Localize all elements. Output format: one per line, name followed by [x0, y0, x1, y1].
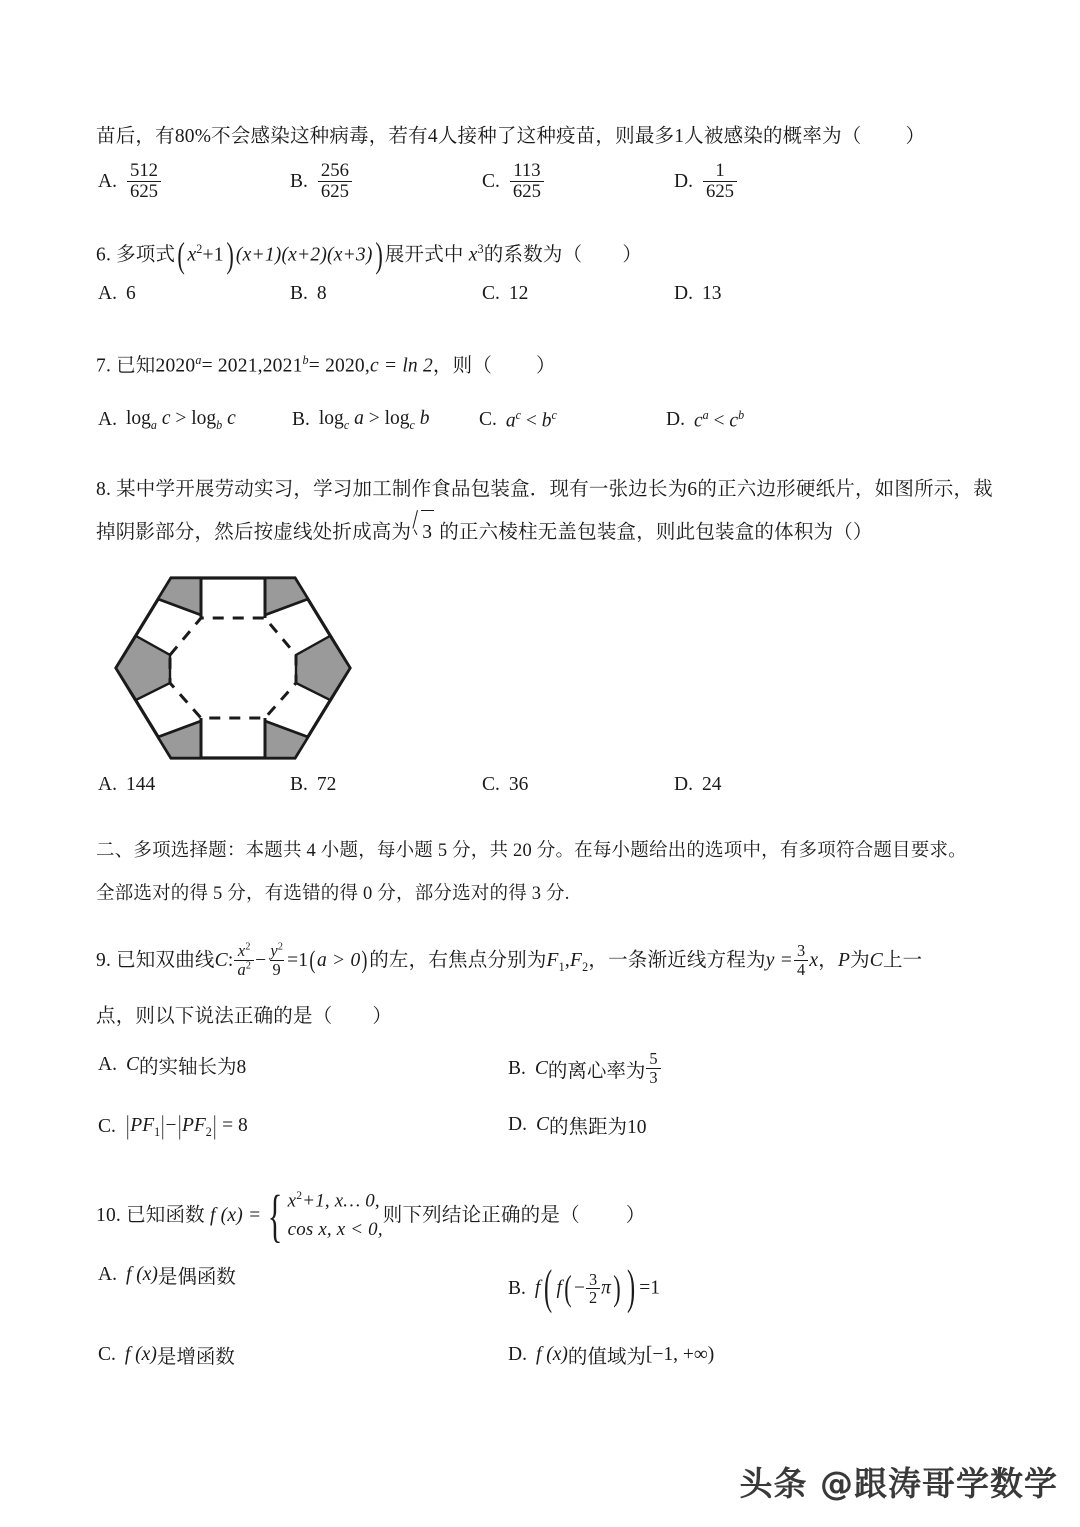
q9-close-paren: ）: [372, 1006, 393, 1028]
q9-curve-2: C: [869, 949, 883, 971]
option-c-denominator: 625: [510, 181, 544, 202]
q8-line2a: 掉阴影部分，然后按虚线处折成高为: [96, 521, 412, 543]
option-a-label: A.: [98, 171, 117, 193]
q8-option-a[interactable]: [98, 774, 155, 796]
q10-option-a-label: A.: [98, 1264, 117, 1286]
q10-option-a-fx: f (x): [125, 1264, 158, 1286]
q6-close-paren: ）: [622, 244, 643, 266]
q8-number: 8.: [96, 478, 112, 500]
q9-frac2-numerator: $y^2$: [270, 941, 284, 961]
option-a-fraction: [127, 161, 161, 201]
q10-stem-a: 已知函数: [126, 1205, 205, 1227]
q9-number: 9.: [96, 949, 112, 971]
question-9-stem-line1: 9. 已知双曲线C: $\frac{x^2}{a^2}$ − $\frac{y^2}{9}$ =1(a > 0)的左，右焦点分别为$F_1,F_2$，一条渐近线方程为y = $\frac{3}{4}$ x，P为C上一: [96, 941, 923, 979]
q5-text-suffix: 人被感染的概率为（: [684, 126, 862, 147]
q9-asymptote-y: y =: [765, 949, 793, 971]
q10-option-b[interactable]: [508, 1261, 660, 1317]
q6-option-a[interactable]: [98, 283, 136, 305]
q10-option-d-text: 的值域为: [567, 1347, 646, 1369]
q9-colon: :: [227, 949, 234, 971]
q9-focus-2: F: [570, 949, 583, 971]
q5-close-paren: ）: [905, 126, 926, 147]
q9-option-a[interactable]: [98, 1051, 246, 1079]
q9-focus-1: F: [546, 949, 559, 971]
option-b-numerator: 256: [320, 160, 349, 181]
q8-option-b-value: 72: [316, 773, 337, 795]
section-2-header-line1: 二、多项选择题：本题共 4 小题，每小题 5 分，共 20 分。在每小题给出的选项中，有多项符合题目要求。: [96, 840, 967, 861]
q9-stem-a: 已知双曲线: [116, 949, 215, 971]
q9-option-b-label: B.: [508, 1058, 526, 1080]
q9-condition: a > 0: [317, 949, 361, 971]
q6-stem-mid: 展开式中: [384, 244, 464, 266]
q9-stem-b: 的左，右焦点分别为: [369, 949, 547, 971]
q10-option-c-fx: f (x): [124, 1344, 157, 1366]
q10-option-d-range: [−1, +∞): [645, 1344, 715, 1366]
q6-stem-prefix: 多项式: [116, 244, 176, 266]
q7-option-d-expr: $c^a < c^b$: [693, 407, 745, 432]
q9-option-b-text: 的离心率为: [547, 1061, 646, 1083]
q8-line1b: 的正六边形硬纸片，如图所示，裁: [697, 478, 993, 500]
q7-option-d-label: D.: [666, 408, 685, 430]
q9-option-d-label: D.: [508, 1114, 527, 1136]
option-b[interactable]: [290, 162, 353, 202]
question-6-stem: [96, 230, 986, 275]
q5-text-prefix: 苗后，有: [96, 126, 175, 147]
q7-eq2-exponent: b: [302, 353, 309, 368]
question-8-figure: [108, 566, 986, 778]
q8-option-c[interactable]: [482, 774, 528, 796]
q9-option-d-curve: C: [535, 1114, 549, 1136]
question-10-stem: [96, 1185, 986, 1247]
q9-option-b[interactable]: [508, 1051, 662, 1086]
q10-option-b-expr: f( f( − $\frac{3}{2}$ π) ) =1: [534, 1260, 660, 1315]
q9-fraction-2: [267, 942, 286, 977]
q7-option-b[interactable]: [292, 408, 429, 433]
question-8-stem-line1: [96, 468, 993, 511]
option-c-numerator: 113: [513, 160, 541, 181]
q6-option-a-label: A.: [98, 283, 117, 305]
q9-stem-f: 上一: [882, 949, 923, 971]
q9-option-c[interactable]: [98, 1111, 248, 1142]
page-content: [96, 118, 993, 1401]
q9-line2: 点，则以下说法正确的是（: [96, 1006, 333, 1028]
q10-number: 10.: [96, 1205, 121, 1227]
q9-option-a-text: 的实轴长为8: [138, 1057, 247, 1079]
q7-eq2-base: 2021: [262, 355, 303, 377]
q5-percent: 80%: [174, 126, 212, 147]
q6-option-a-value: 6: [125, 283, 136, 305]
option-d-denominator: 625: [703, 181, 737, 202]
q9-stem-c: ，一条渐近线方程为: [588, 949, 766, 971]
q10-option-a-text: 是偶函数: [157, 1267, 236, 1289]
q9-curve-name: C: [214, 949, 228, 971]
q7-number: 7.: [96, 355, 112, 377]
q10-option-a[interactable]: [98, 1261, 236, 1289]
q7-option-a-expr: $\log_a c > \log_b c$: [125, 407, 236, 432]
q7-eq2-value: = 2020,: [308, 355, 370, 377]
option-d[interactable]: [674, 162, 738, 202]
q7-option-c-expr: $a^c < b^c$: [505, 407, 557, 432]
q8-height-radicand: 3: [422, 521, 433, 543]
q9-option-b-fraction: $\frac{5}{3}$: [646, 1050, 660, 1085]
q8-option-c-label: C.: [482, 773, 500, 795]
q6-option-d[interactable]: [674, 283, 721, 305]
q7-option-a-label: A.: [98, 408, 117, 430]
option-d-fraction: [703, 161, 737, 201]
q9-option-a-label: A.: [98, 1054, 117, 1076]
q6-expr-exponent: 2: [196, 242, 203, 256]
question-9-stem-line2: [96, 993, 986, 1041]
q9-option-d[interactable]: [508, 1111, 647, 1139]
q6-option-c-value: 12: [508, 283, 529, 305]
q5-text-mid2: 人接种了这种疫苗，则最多: [437, 126, 675, 147]
q9-equals-one: =1: [287, 949, 309, 971]
question-7-stem: [96, 341, 986, 386]
q6-expr-open-paren: (: [177, 235, 186, 276]
question-7-options: [96, 408, 986, 464]
q8-option-d-value: 24: [701, 773, 722, 795]
q9-stem-e: 为: [850, 949, 870, 971]
option-c[interactable]: [482, 162, 545, 202]
q7-option-c-label: C.: [479, 408, 497, 430]
q5-infected-count: 1: [674, 126, 685, 147]
q6-variable-exponent: 3: [477, 242, 484, 256]
q9-asymptote-x: x: [809, 949, 819, 971]
q8-option-d-label: D.: [674, 773, 693, 795]
q9-frac1-numerator: $x^2$: [237, 941, 251, 961]
q10-piecewise-cases: { $x^2+1$, x… 0, cos x, x < 0,: [268, 1183, 383, 1249]
q10-stem-b: 则下列结论正确的是（: [382, 1205, 580, 1227]
q9-stem-d: ，: [818, 949, 838, 971]
option-d-label: D.: [674, 171, 693, 193]
q6-expr-close-paren: ): [226, 235, 234, 276]
q9-option-a-curve: C: [125, 1054, 139, 1076]
q7-eq3: c = ln 2: [369, 355, 433, 377]
q10-option-d-fx: f (x): [535, 1344, 568, 1366]
q9-asymptote-slope: $\frac{3}{4}$: [794, 942, 808, 977]
q6-stem-suffix: 的系数为（: [483, 244, 583, 266]
q10-function-def: f (x) =: [209, 1205, 262, 1227]
q9-minus: −: [255, 949, 267, 971]
q7-option-d[interactable]: [666, 408, 744, 433]
q7-eq1-exponent: a: [195, 353, 202, 368]
q7-option-b-label: B.: [292, 408, 310, 430]
question-10-options-row2: [96, 1341, 986, 1401]
q5-text-mid: 不会感染这种病毒，若有: [211, 126, 428, 147]
q10-option-d-label: D.: [508, 1344, 527, 1366]
q6-option-c-label: C.: [482, 283, 500, 305]
q10-option-d[interactable]: [508, 1341, 714, 1369]
q8-side-length: 6: [687, 478, 698, 500]
q6-number: 6.: [96, 244, 112, 266]
q9-frac2-denominator: 9: [270, 960, 284, 978]
q7-stem-suffix: ，则（: [432, 355, 493, 377]
q6-option-d-value: 13: [701, 283, 722, 305]
q10-case-1: $x^2+1$, x… 0,: [287, 1189, 380, 1212]
q8-option-b[interactable]: [290, 774, 336, 796]
q9-point-p: P: [837, 949, 851, 971]
q8-option-d[interactable]: [674, 774, 721, 796]
q8-option-a-value: 144: [125, 773, 156, 795]
q9-option-b-curve: C: [534, 1058, 548, 1080]
q8-option-c-value: 36: [508, 773, 529, 795]
q10-option-c-label: C.: [98, 1344, 116, 1366]
q10-option-b-fraction: $\frac{3}{2}$: [586, 1271, 600, 1306]
q8-line2b: 的正六棱柱无盖包装盒，则此包装盒的体积为（）: [439, 521, 873, 543]
option-b-denominator: 625: [318, 181, 352, 202]
q8-height-radical: [411, 511, 434, 554]
q6-expr-base: x: [187, 244, 197, 266]
question-9-options-row1: [96, 1051, 986, 1111]
question-8-options: [96, 774, 986, 830]
q9-option-c-label: C.: [98, 1115, 116, 1137]
option-c-fraction: [510, 161, 544, 201]
q8-option-a-label: A.: [98, 773, 117, 795]
q5-people-count: 4: [427, 126, 438, 147]
question-5-tail: [96, 118, 986, 156]
q8-line1: 某中学开展劳动实习，学习加工制作食品包装盒．现有一张边长为: [116, 478, 688, 500]
q10-option-b-label: B.: [508, 1278, 526, 1300]
q10-case-2: cos x, x < 0,: [287, 1219, 383, 1241]
q6-option-b-label: B.: [290, 283, 308, 305]
option-b-fraction: [318, 161, 352, 201]
q7-option-c[interactable]: [479, 408, 557, 433]
question-8-stem-line2: [96, 511, 986, 554]
q6-expr-factors: (x+1)(x+2)(x+3): [235, 244, 373, 266]
q7-eq1-value: = 2021,: [201, 355, 263, 377]
q9-fraction-1: [234, 942, 254, 977]
q6-variable: x: [468, 244, 478, 266]
q9-option-c-expr: $|PF_1|-|PF_2| = 8$: [125, 1110, 248, 1141]
q6-option-b-value: 8: [316, 283, 327, 305]
question-10-options-row1: [96, 1261, 986, 1331]
q7-option-a[interactable]: [98, 408, 236, 433]
question-5-options: [96, 162, 986, 228]
question-9-options-row2: [96, 1111, 986, 1171]
q7-eq1-base: 2020: [155, 355, 196, 377]
option-d-numerator: 1: [715, 160, 725, 181]
q10-option-c-text: 是增函数: [156, 1347, 235, 1369]
q7-close-paren: ）: [536, 355, 556, 377]
q7-option-b-expr: $\log_c a > \log_c b$: [318, 407, 430, 432]
q6-expr-outer-close: ): [374, 235, 383, 276]
q6-option-d-label: D.: [674, 283, 693, 305]
q7-stem-prefix: 已知: [116, 355, 156, 377]
q6-option-b[interactable]: [290, 283, 327, 305]
q10-option-c[interactable]: [98, 1341, 235, 1369]
q8-option-b-label: B.: [290, 773, 308, 795]
section-2-header-line2: 全部选对的得 5 分，有选错的得 0 分，部分选对的得 3 分.: [96, 883, 570, 904]
question-6-options: [96, 283, 986, 339]
q6-option-c[interactable]: [482, 283, 528, 305]
q9-frac1-denominator: $a^2$: [234, 960, 254, 978]
q6-expr-plus-one: +1: [202, 244, 224, 266]
option-a[interactable]: [98, 162, 162, 202]
option-c-label: C.: [482, 171, 500, 193]
hexagon-unfolding-diagram: [108, 566, 358, 771]
option-b-label: B.: [290, 171, 308, 193]
q10-close-paren: ）: [625, 1205, 646, 1227]
option-a-denominator: 625: [127, 181, 161, 202]
watermark: 头条 @跟涛哥学数学: [739, 1464, 1058, 1503]
q9-option-d-text: 的焦距为10: [548, 1117, 647, 1139]
option-a-numerator: 512: [129, 160, 159, 181]
